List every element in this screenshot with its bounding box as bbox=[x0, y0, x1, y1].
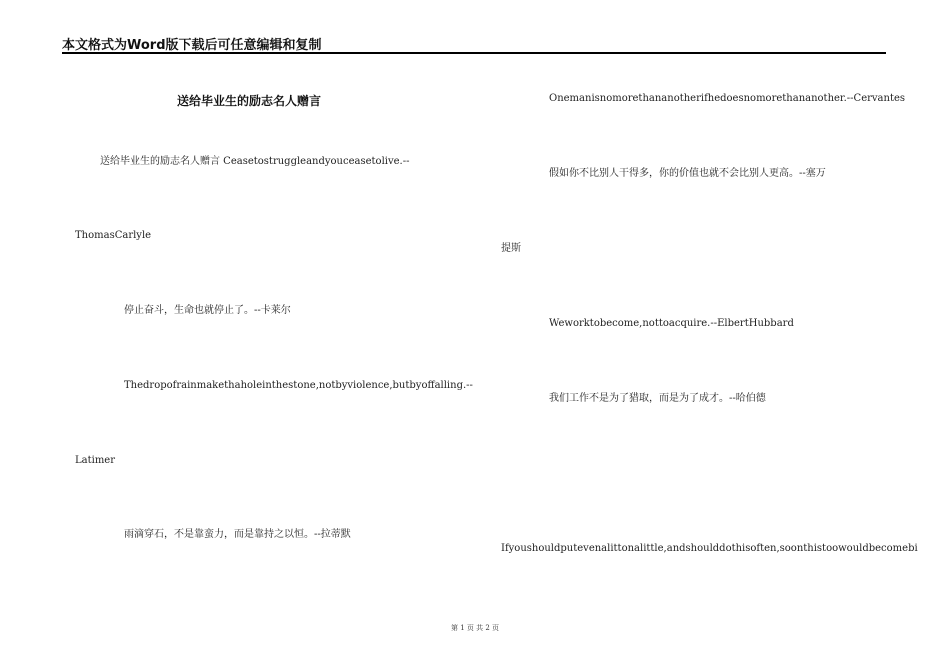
right-line-6: Ifyoushouldputevenalittonalittle,andshoulddothisoften,soonthistoowouldbecomebi bbox=[501, 543, 918, 554]
left-line-1: 送给毕业生的励志名人赠言 Ceasetostruggleandyouceasetolive.-- bbox=[100, 156, 410, 167]
header-title: 本文格式为Word版下载后可任意编辑和复制 bbox=[62, 38, 322, 53]
right-line-2: 假如你不比别人干得多，你的价值也就不会比别人更高。--塞万 bbox=[549, 168, 826, 179]
left-line-5: Latimer bbox=[75, 455, 115, 466]
right-line-1: Onemanisnomorethananotherifhedoesnomorethananother.--Cervantes bbox=[549, 93, 906, 104]
page-number: 第 1 页 共 2 页 bbox=[450, 624, 500, 632]
left-line-6: 雨滴穿石，不是靠蛮力，而是靠持之以恒。--拉蒂默 bbox=[124, 529, 351, 540]
right-line-4: Weworktobecome,nottoacquire.--ElbertHubbard bbox=[549, 318, 794, 329]
right-line-5: 我们工作不是为了猎取，而是为了成才。--哈伯德 bbox=[549, 393, 766, 404]
document-header bbox=[62, 30, 886, 54]
left-line-2: ThomasCarlyle bbox=[75, 230, 152, 241]
page-title: 送给毕业生的励志名人赠言 bbox=[177, 94, 322, 108]
left-line-4: Thedropofrainmakethaholeinthestone,notbyviolence,butbyoffalling.-- bbox=[124, 380, 473, 391]
right-line-3: 提斯 bbox=[501, 243, 521, 254]
left-line-3: 停止奋斗，生命也就停止了。--卡莱尔 bbox=[124, 305, 291, 316]
